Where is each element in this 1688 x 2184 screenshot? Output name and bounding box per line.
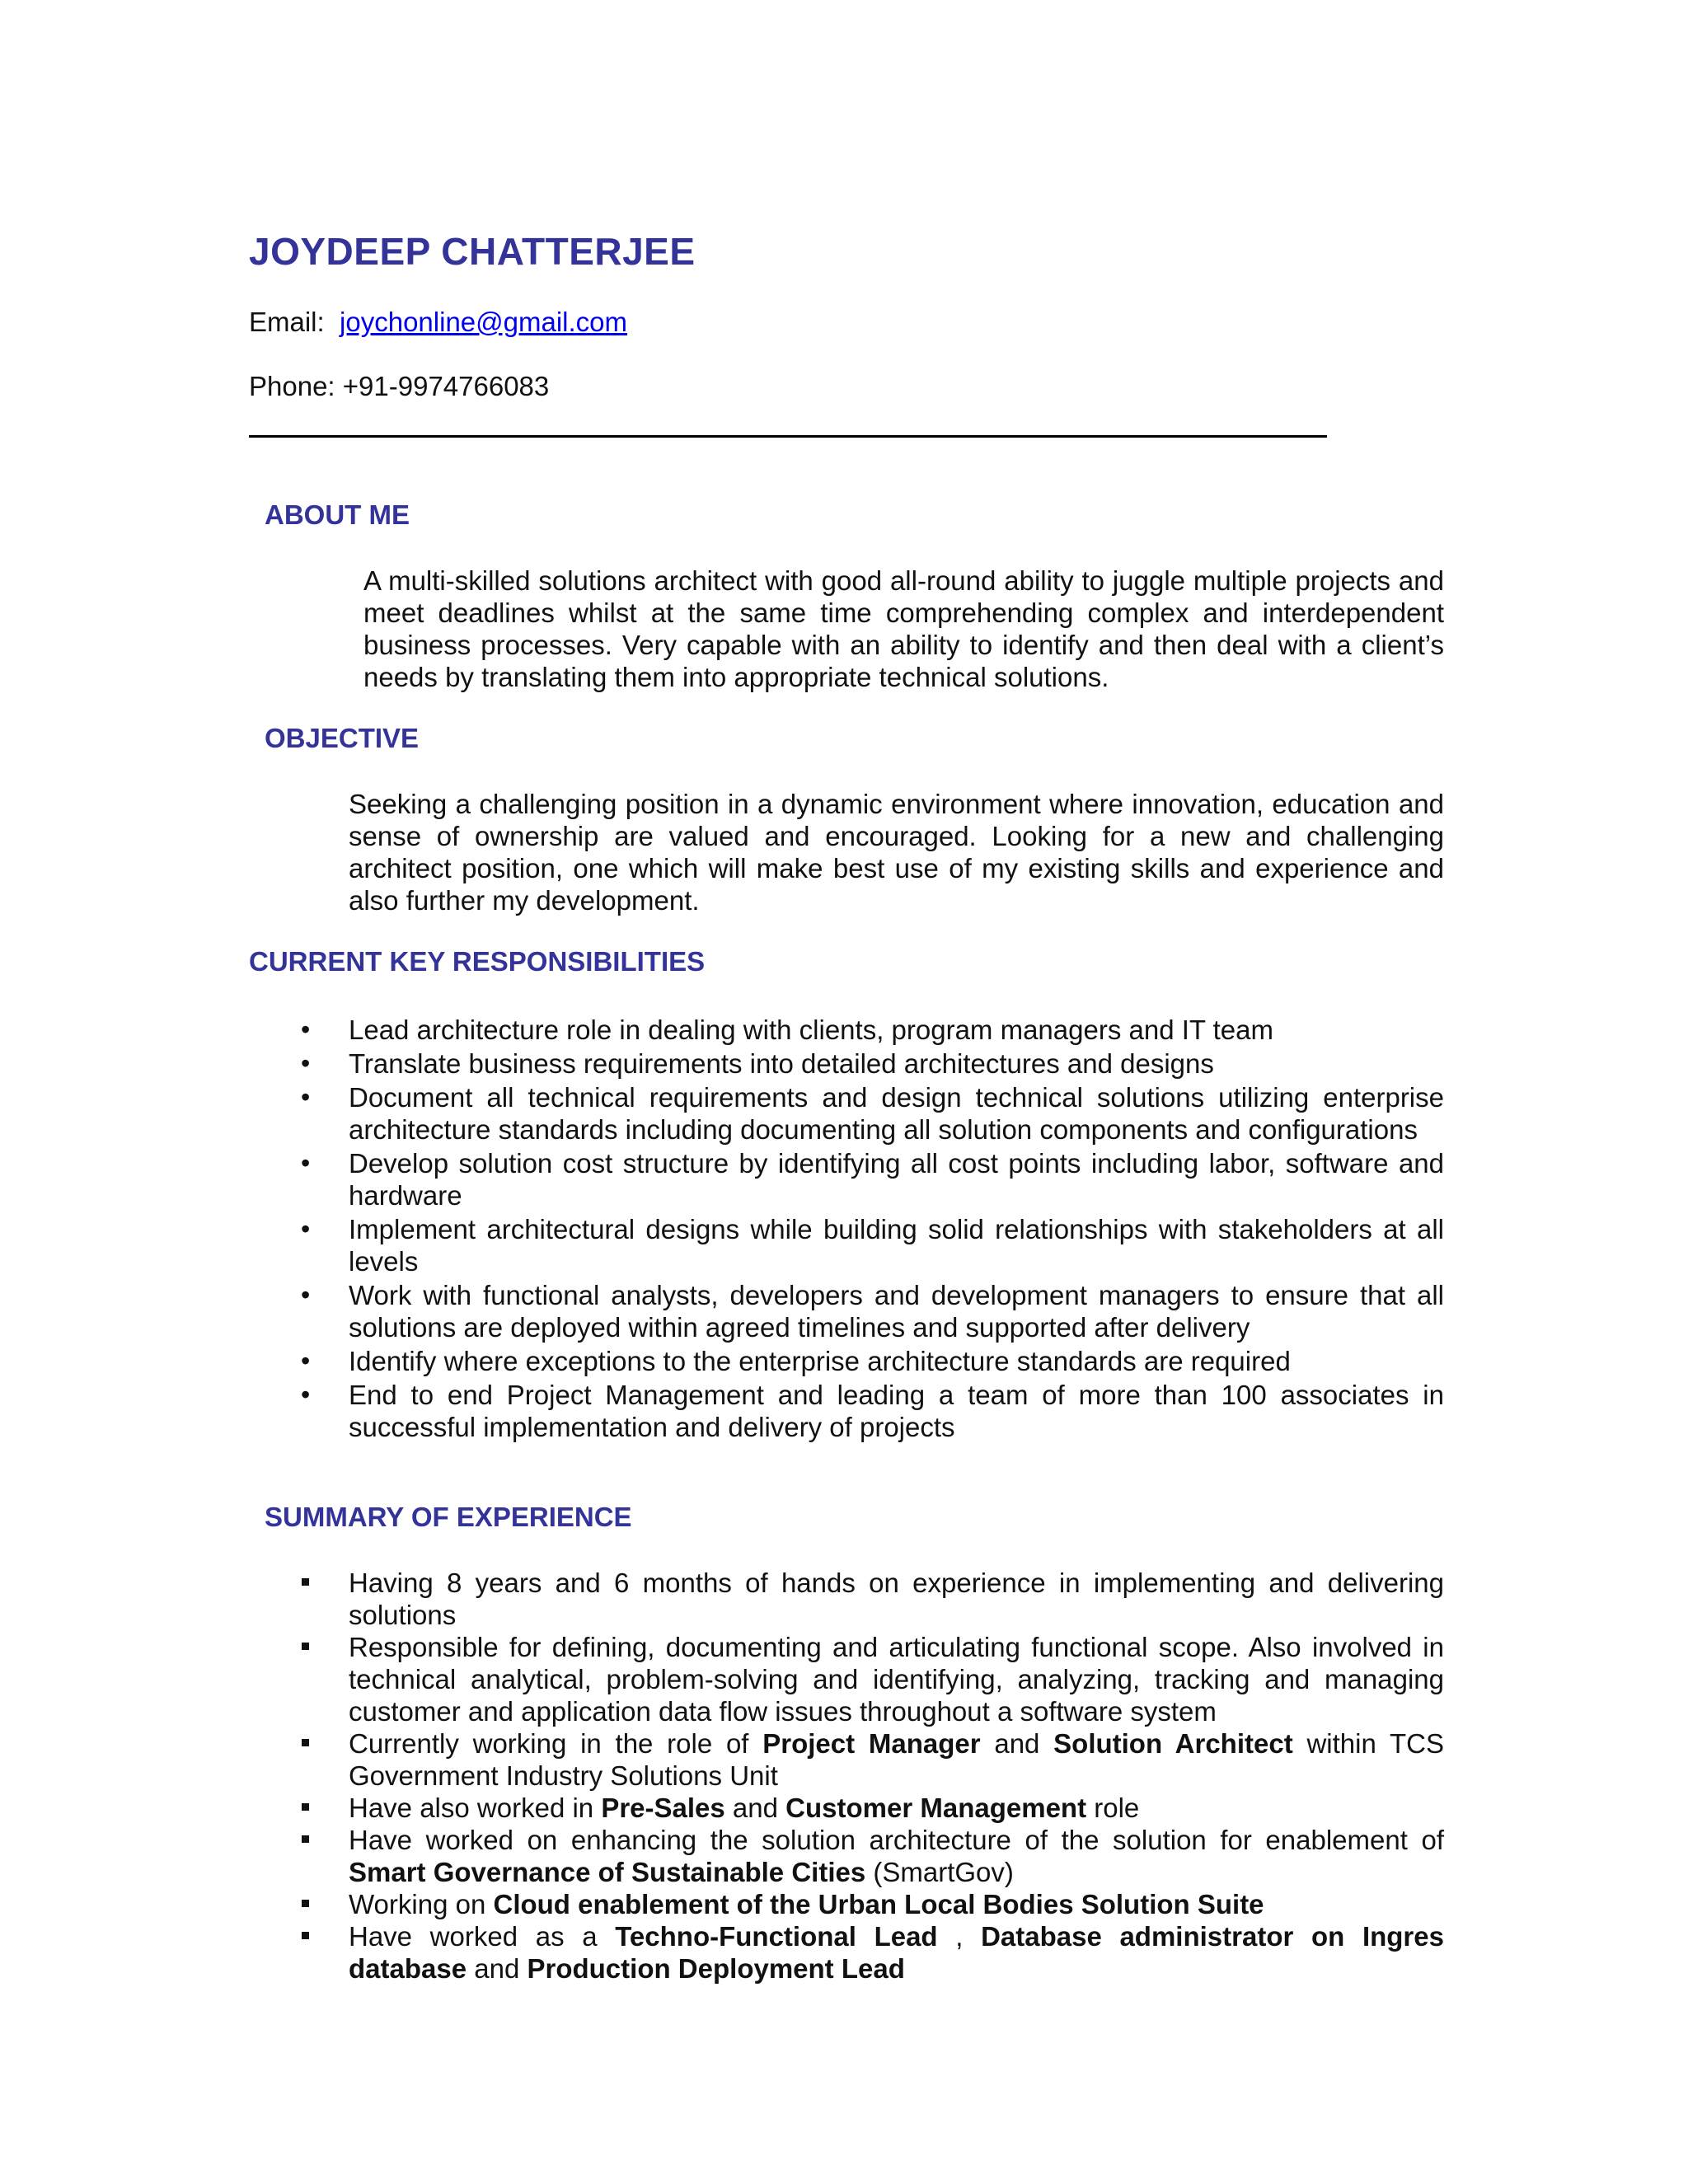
experience-item [349,1888,1444,1920]
experience-item [349,1727,1444,1792]
candidate-name: JOYDEEP CHATTERJEE [249,230,696,273]
experience-item: Having 8 years and 6 months of hands on experience in implementing and delivering solutions [349,1568,1444,1630]
experience-text: Have worked on enhancing the solution architecture of the solution for enablement of [349,1825,1444,1855]
experience-text: Have also worked in [349,1793,602,1823]
experience-text: within TCS Government Industry Solutions Unit [349,1728,1444,1791]
experience-bold: Customer Management [785,1793,1087,1823]
experience-text: , [937,1921,982,1952]
experience-bold: Production Deployment Lead [527,1953,905,1984]
experience-item [349,1920,1444,1985]
email-line [249,307,627,338]
experience-item [349,1792,1444,1824]
experience-bold: Solution Architect [1053,1728,1293,1759]
experience-bold: Cloud enablement of the Urban Local Bodies Solution Suite [493,1889,1264,1919]
objective-heading: OBJECTIVE [265,723,420,753]
responsibility-item: • Lead architecture role in dealing with clients, program managers and IT team [349,1014,1444,1046]
objective-text: Seeking a challenging position in a dynamic environment where innovation, education and sense of ownership are valued and encouraged. Looking for a new and challenging architect position, one which will make best use of my existing skills and experience and also further my development. [349,789,1444,916]
experience-text: role [1086,1793,1140,1823]
experience-list [349,1567,1444,1985]
experience-text: Have worked as a [349,1921,616,1952]
experience-bold: Pre-Sales [601,1793,725,1823]
experience-text: Currently working in the role of [349,1728,763,1759]
responsibility-item: • Identify where exceptions to the enterprise architecture standards are required [349,1345,1444,1377]
experience-bold: Database administrator on Ingres database [349,1921,1444,1984]
experience-text: and [724,1793,786,1823]
experience-heading: SUMMARY OF EXPERIENCE [265,1502,632,1532]
responsibility-item: • End to end Project Management and leading a team of more than 100 associates in successful implementation and delivery of projects [349,1379,1444,1443]
header-divider [249,435,1327,438]
responsibility-item: • Work with functional analysts, developers and development managers to ensure that all solutions are deployed within agreed timelines and supported after delivery [349,1279,1444,1343]
experience-item [349,1824,1444,1888]
experience-text: and [467,1953,528,1984]
email-label: Email: [249,307,325,337]
experience-item: Responsible for defining, documenting and articulating functional scope. Also involved in technical analytical, problem-solving and identifying, analyzing, tracking and managing customer and application data flow issues throughout a software system [349,1632,1444,1727]
experience-bold: Techno-Functional Lead [615,1921,938,1952]
about-text: A multi-skilled solutions architect with good all-round ability to juggle multiple projects and meet deadlines whilst at the same time comprehending complex and interdependent business processes. Very capable with an ability to identify and then deal with a client’s needs by translating them into appropriate technical solutions. [363,565,1444,692]
responsibility-item: • Develop solution cost structure by identifying all cost points including labor, software and hardware [349,1147,1444,1212]
responsibility-item: • Translate business requirements into detailed architectures and designs [349,1047,1444,1080]
responsibilities-list [349,1014,1444,1443]
experience-text: Working on [349,1889,494,1919]
responsibility-item: • Document all technical requirements and design technical solutions utilizing enterprise architecture standards including documenting all solution components and configurations [349,1081,1444,1146]
responsibilities-heading: CURRENT KEY RESPONSIBILITIES [249,946,706,977]
about-heading: ABOUT ME [265,499,410,530]
phone-number: +91-9974766083 [342,371,550,401]
experience-text: (SmartGov) [865,1857,1014,1887]
phone-label: Phone: [249,371,335,401]
experience-bold: Project Manager [762,1728,981,1759]
experience-bold: Smart Governance of Sustainable Cities [349,1857,866,1887]
phone-line [249,371,549,402]
responsibility-item: • Implement architectural designs while building solid relationships with stakeholders at all levels [349,1213,1444,1277]
experience-text: and [980,1728,1054,1759]
email-link[interactable]: joychonline@gmail.com [340,307,628,337]
